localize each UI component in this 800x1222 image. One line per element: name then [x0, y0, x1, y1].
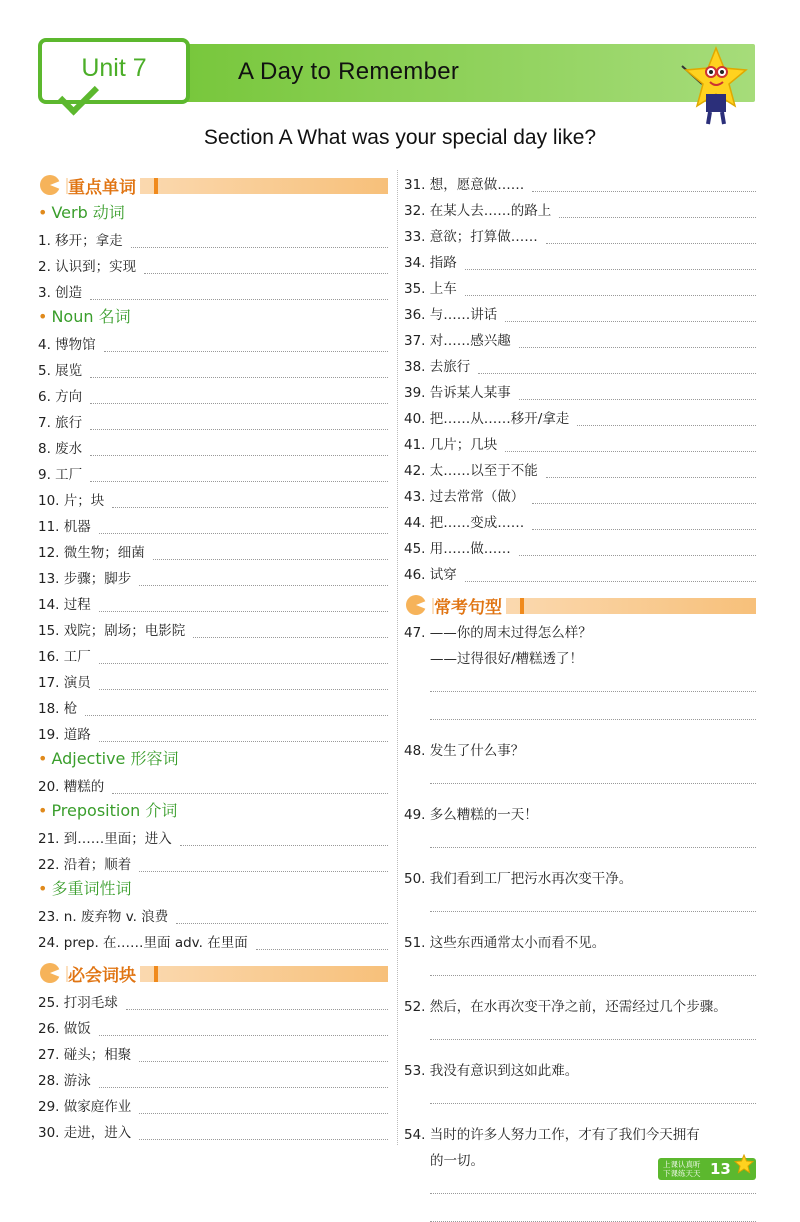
answer-line[interactable] [519, 554, 756, 556]
answer-line[interactable] [90, 428, 388, 430]
answer-line[interactable] [112, 792, 388, 794]
phrase-heading: 必会词块 [38, 958, 388, 988]
pos-label-noun: • Noun 名词 [38, 307, 131, 326]
answer-line[interactable] [139, 1112, 388, 1114]
answer-line[interactable] [99, 688, 388, 690]
answer-line[interactable] [90, 376, 388, 378]
answer-line[interactable] [99, 532, 388, 534]
answer-line[interactable] [131, 246, 388, 248]
answer-line[interactable] [90, 298, 388, 300]
answer-line[interactable] [505, 450, 756, 452]
unit-badge [38, 38, 190, 104]
list-item: 22. 沿着；顺着 [38, 850, 388, 876]
list-item: 7. 旅行 [38, 408, 388, 434]
list-item: 45. 用……做…… [404, 534, 756, 560]
question-52: 52. 然后，在水再次变干净之前，还需经过几个步骤。 [404, 994, 756, 1058]
answer-line[interactable] [112, 506, 388, 508]
answer-line[interactable] [126, 1008, 388, 1010]
list-item: 5. 展览 [38, 356, 388, 382]
answer-line[interactable] [430, 690, 756, 692]
answer-line[interactable] [532, 528, 756, 530]
list-item: 21. 到……里面；进入 [38, 824, 388, 850]
answer-line[interactable] [99, 662, 388, 664]
section-ball-icon [38, 961, 62, 985]
answer-line[interactable] [144, 272, 388, 274]
answer-line[interactable] [256, 948, 388, 950]
list-item: 9. 工厂 [38, 460, 388, 486]
list-item: 28. 游泳 [38, 1066, 388, 1092]
list-item: 2. 认识到；实现 [38, 252, 388, 278]
unit-label: Unit 7 [81, 54, 147, 82]
list-item: 12. 微生物；细菌 [38, 538, 388, 564]
list-item: 30. 走进，进入 [38, 1118, 388, 1144]
list-item: 35. 上车 [404, 274, 756, 300]
answer-line[interactable] [559, 216, 756, 218]
list-item: 27. 碰头；相聚 [38, 1040, 388, 1066]
answer-line[interactable] [465, 268, 756, 270]
footer-motto-1: 上课认真听 [663, 1160, 701, 1169]
list-item: 42. 太……以至于不能 [404, 456, 756, 482]
right-column [404, 170, 756, 1222]
answer-line[interactable] [430, 1192, 756, 1194]
list-item: 16. 工厂 [38, 642, 388, 668]
list-item: 41. 几片；几块 [404, 430, 756, 456]
pos-label-verb: • Verb 动词 [38, 203, 125, 222]
list-item: 33. 意欲；打算做…… [404, 222, 756, 248]
star-icon [734, 1154, 754, 1174]
list-item: 3. 创造 [38, 278, 388, 304]
list-item: 32. 在某人去……的路上 [404, 196, 756, 222]
list-item: 15. 戏院；剧场；电影院 [38, 616, 388, 642]
answer-line[interactable] [546, 242, 756, 244]
list-item: 23. n. 废弃物 v. 浪费 [38, 902, 388, 928]
footer-motto-2: 下课练天天 [663, 1169, 701, 1178]
answer-line[interactable] [532, 502, 756, 504]
answer-line[interactable] [546, 476, 756, 478]
list-item: 10. 片；块 [38, 486, 388, 512]
question-51: 51. 这些东西通常太小而看不见。 [404, 930, 756, 994]
list-item: 17. 演员 [38, 668, 388, 694]
answer-line[interactable] [90, 480, 388, 482]
answer-line[interactable] [139, 1060, 388, 1062]
list-item: 31. 想，愿意做…… [404, 170, 756, 196]
answer-line[interactable] [139, 1138, 388, 1140]
left-column [38, 170, 388, 1144]
pos-label-adjective: • Adjective 形容词 [38, 749, 179, 768]
list-item: 19. 道路 [38, 720, 388, 746]
answer-line[interactable] [99, 610, 388, 612]
question-50: 50. 我们看到工厂把污水再次变干净。 [404, 866, 756, 930]
answer-line[interactable] [465, 294, 756, 296]
answer-line[interactable] [139, 870, 388, 872]
section-ball-icon [38, 173, 62, 197]
list-item: 25. 打羽毛球 [38, 988, 388, 1014]
answer-line[interactable] [139, 584, 388, 586]
vocab-heading: 重点单词 [38, 170, 388, 200]
answer-line[interactable] [176, 922, 388, 924]
question-49: 49. 多么糟糕的一天！ [404, 802, 756, 866]
answer-line[interactable] [99, 740, 388, 742]
answer-line[interactable] [577, 424, 756, 426]
answer-line[interactable] [104, 350, 388, 352]
answer-line[interactable] [478, 372, 756, 374]
list-item: 34. 指路 [404, 248, 756, 274]
unit-title: A Day to Remember [238, 58, 460, 85]
list-item: 11. 机器 [38, 512, 388, 538]
answer-line[interactable] [99, 1086, 388, 1088]
answer-line[interactable] [85, 714, 388, 716]
pos-label-multi: • 多重词性词 [38, 879, 132, 898]
question-47: 47. ——你的周末过得怎么样？ ——过得很好/糟糕透了！ [404, 620, 756, 738]
question-53: 53. 我没有意识到这如此难。 [404, 1058, 756, 1122]
list-item: 18. 枪 [38, 694, 388, 720]
section-title: Section A What was your special day like? [203, 126, 597, 149]
answer-line[interactable] [505, 320, 756, 322]
answer-line[interactable] [90, 454, 388, 456]
pos-label-preposition: • Preposition 介词 [38, 801, 178, 820]
list-item: 1. 移开；拿走 [38, 226, 388, 252]
list-item: 46. 试穿 [404, 560, 756, 586]
star-mascot-icon [680, 44, 752, 128]
section-ball-icon [404, 593, 428, 617]
page-footer-badge [658, 1158, 756, 1180]
list-item: 37. 对……感兴趣 [404, 326, 756, 352]
answer-line[interactable] [90, 402, 388, 404]
list-item: 26. 做饭 [38, 1014, 388, 1040]
answer-line[interactable] [519, 346, 756, 348]
list-item: 20. 糟糕的 [38, 772, 388, 798]
answer-line[interactable] [532, 190, 756, 192]
list-item: 6. 方向 [38, 382, 388, 408]
answer-line[interactable] [180, 844, 388, 846]
answer-line[interactable] [193, 636, 388, 638]
list-item: 8. 废水 [38, 434, 388, 460]
list-item: 13. 步骤；脚步 [38, 564, 388, 590]
list-item: 29. 做家庭作业 [38, 1092, 388, 1118]
list-item: 4. 博物馆 [38, 330, 388, 356]
list-item: 14. 过程 [38, 590, 388, 616]
list-item: 24. prep. 在……里面 adv. 在里面 [38, 928, 388, 954]
list-item: 38. 去旅行 [404, 352, 756, 378]
answer-line[interactable] [519, 398, 756, 400]
question-48: 48. 发生了什么事？ [404, 738, 756, 802]
sentence-heading: 常考句型 [404, 590, 756, 620]
list-item: 39. 告诉某人某事 [404, 378, 756, 404]
answer-line[interactable] [465, 580, 756, 582]
list-item: 44. 把……变成…… [404, 508, 756, 534]
question-54: 54. 当时的许多人努力工作，才有了我们今天拥有 的一切。 [404, 1122, 756, 1222]
column-divider [397, 170, 398, 1145]
list-item: 40. 把……从……移开/拿走 [404, 404, 756, 430]
answer-line[interactable] [153, 558, 388, 560]
answer-line[interactable] [99, 1034, 388, 1036]
page-number: 13 [710, 1160, 731, 1178]
list-item: 43. 过去常常（做） [404, 482, 756, 508]
list-item: 36. 与……讲话 [404, 300, 756, 326]
